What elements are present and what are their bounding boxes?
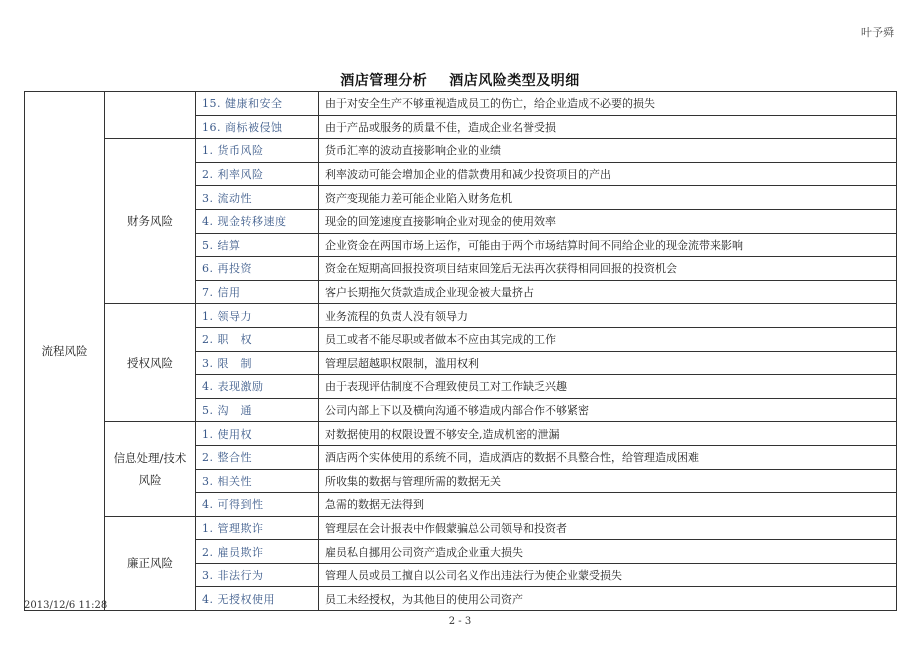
risk-description: 酒店两个实体使用的系统不同，造成酒店的数据不具整合性，给管理造成困难	[319, 445, 897, 469]
risk-item: 1. 使用权	[196, 422, 319, 446]
risk-description: 员工或者不能尽职或者做本不应由其完成的工作	[319, 327, 897, 351]
table-row	[25, 516, 897, 540]
risk-item: 5. 沟 通	[196, 398, 319, 422]
risk-description: 公司内部上下以及横向沟通不够造成内部合作不够紧密	[319, 398, 897, 422]
risk-item: 5. 结算	[196, 233, 319, 257]
document-title-sub: 酒店风险类型及明细	[449, 73, 580, 89]
risk-description: 由于产品或服务的质量不佳，造成企业名誉受损	[319, 115, 897, 139]
risk-description: 所收集的数据与管理所需的数据无关	[319, 469, 897, 493]
risk-item: 4. 无授权使用	[196, 587, 319, 611]
risk-description: 资产变现能力差可能企业陷入财务危机	[319, 186, 897, 210]
risk-item: 1. 领导力	[196, 304, 319, 328]
risk-description: 急需的数据无法得到	[319, 493, 897, 517]
document-title-main: 酒店管理分析	[340, 73, 428, 89]
risk-item: 3. 相关性	[196, 469, 319, 493]
risk-item: 3. 非法行为	[196, 563, 319, 587]
risk-description: 由于表现评估制度不合理致使员工对工作缺乏兴趣	[319, 375, 897, 399]
subcategory-cell: 廉正风险	[105, 516, 196, 610]
risk-item: 15. 健康和安全	[196, 92, 319, 116]
table-row	[25, 92, 897, 116]
risk-description: 员工未经授权，为其他目的使用公司资产	[319, 587, 897, 611]
risk-item: 4. 表现激励	[196, 375, 319, 399]
risk-description: 管理层超越职权限制，滥用权利	[319, 351, 897, 375]
risk-item: 2. 雇员欺诈	[196, 540, 319, 564]
risk-description: 雇员私自挪用公司资产造成企业重大损失	[319, 540, 897, 564]
risk-description: 业务流程的负责人没有领导力	[319, 304, 897, 328]
risk-item: 4. 现金转移速度	[196, 209, 319, 233]
risk-item: 16. 商标被侵蚀	[196, 115, 319, 139]
page-number: 2 - 3	[448, 616, 472, 627]
subcategory-cell: 信息处理/技术风险	[105, 422, 196, 516]
risk-description: 对数据使用的权限设置不够安全,造成机密的泄漏	[319, 422, 897, 446]
subcategory-cell: 财务风险	[105, 139, 196, 304]
subcategory-cell: 授权风险	[105, 304, 196, 422]
risk-description: 现金的回笼速度直接影响企业对现金的使用效率	[319, 209, 897, 233]
risk-item: 4. 可得到性	[196, 493, 319, 517]
risk-item: 6. 再投资	[196, 257, 319, 281]
risk-description: 由于对安全生产不够重视造成员工的伤亡，给企业造成不必要的损失	[319, 92, 897, 116]
risk-item: 1. 货币风险	[196, 139, 319, 163]
risk-item: 2. 职 权	[196, 327, 319, 351]
subcategory-cell	[105, 92, 196, 139]
risk-item: 2. 整合性	[196, 445, 319, 469]
risk-description: 管理层在会计报表中作假蒙骗总公司领导和投资者	[319, 516, 897, 540]
document-title	[0, 70, 920, 90]
table-row	[25, 304, 897, 328]
risk-description: 资金在短期高回报投资项目结束回笼后无法再次获得相同回报的投资机会	[319, 257, 897, 281]
risk-item: 7. 信用	[196, 280, 319, 304]
category-cell: 流程风险	[25, 92, 105, 611]
author-name: 叶予舜	[861, 26, 894, 39]
table-row	[25, 139, 897, 163]
table-row	[25, 422, 897, 446]
risk-description: 利率波动可能会增加企业的借款费用和减少投资项目的产出	[319, 162, 897, 186]
risk-item: 2. 利率风险	[196, 162, 319, 186]
risk-table	[24, 91, 897, 611]
risk-description: 客户长期拖欠货款造成企业现金被大量挤占	[319, 280, 897, 304]
risk-item: 3. 限 制	[196, 351, 319, 375]
risk-description: 企业资金在两国市场上运作，可能由于两个市场结算时间不同给企业的现金流带来影响	[319, 233, 897, 257]
risk-description: 管理人员或员工擅自以公司名义作出违法行为使企业蒙受损失	[319, 563, 897, 587]
footer-datetime: 2013/12/6 11:28	[24, 600, 108, 611]
risk-item: 3. 流动性	[196, 186, 319, 210]
risk-description: 货币汇率的波动直接影响企业的业绩	[319, 139, 897, 163]
risk-item: 1. 管理欺诈	[196, 516, 319, 540]
